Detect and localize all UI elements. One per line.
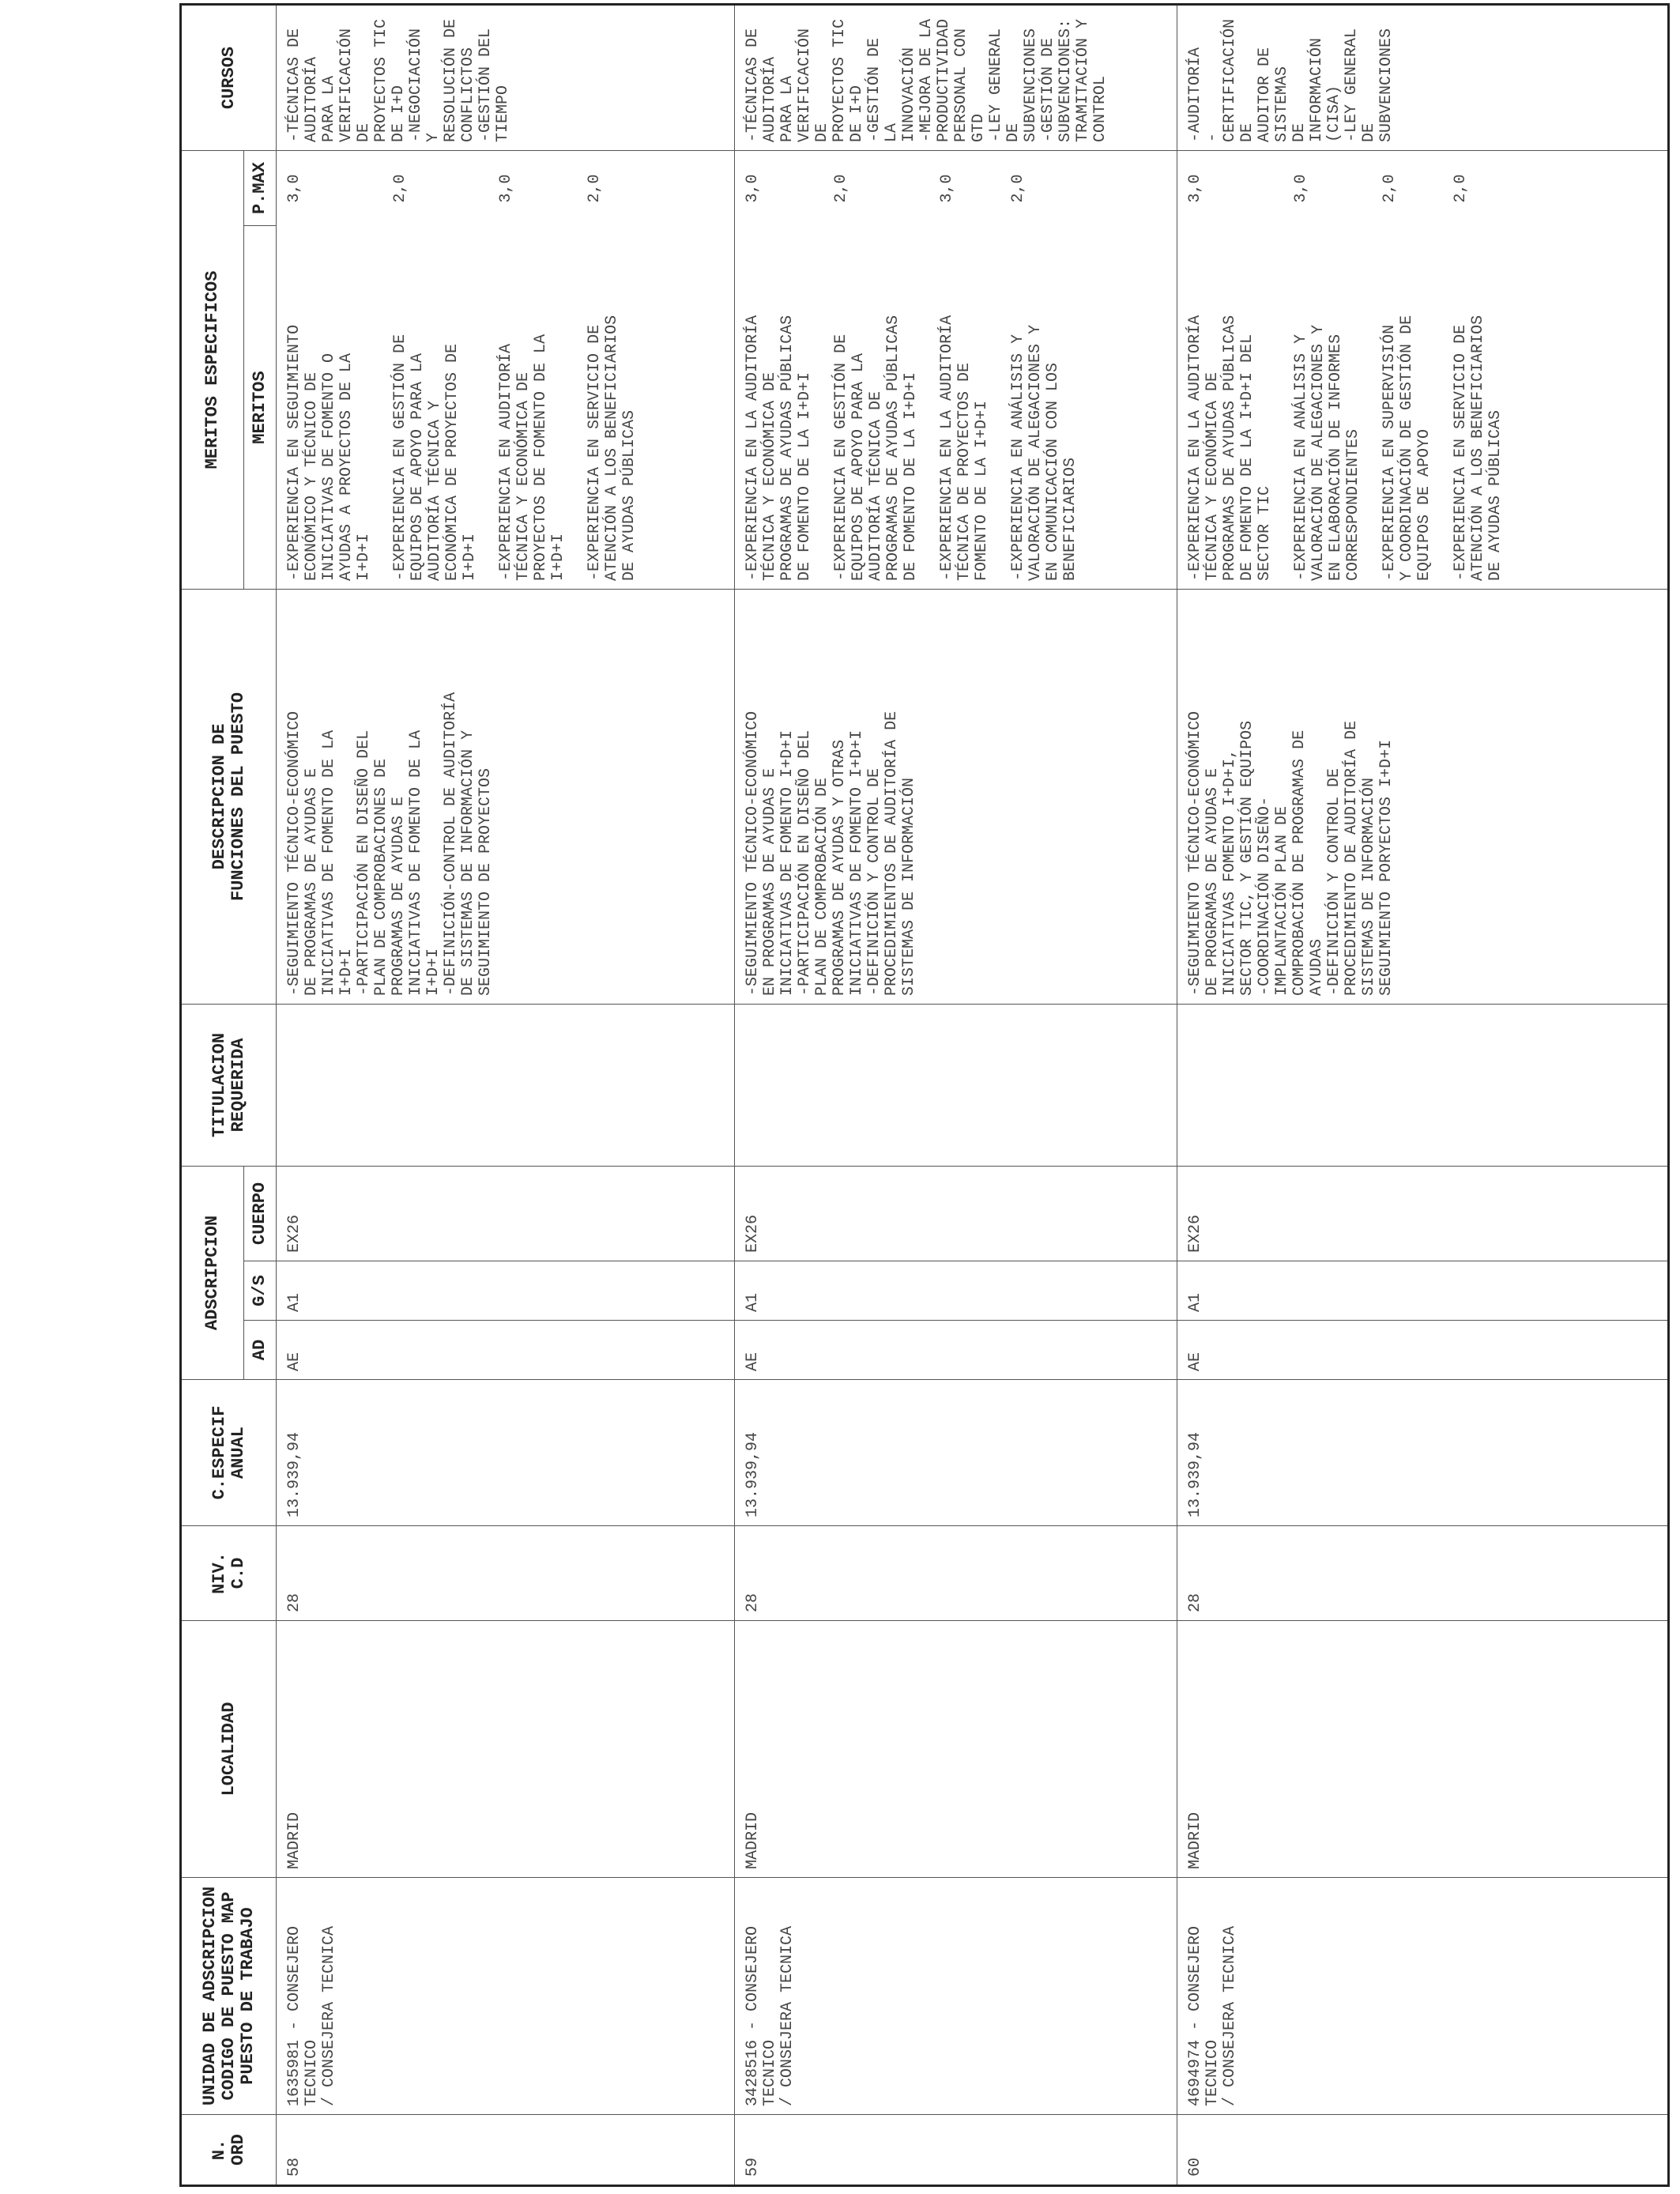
cell-n-ord: 60 <box>1177 2115 1669 2186</box>
header-unidad: UNIDAD DE ADSCRIPCION CODIGO DE PUESTO MAP PUESTO DE TRABAJO <box>181 1878 277 2115</box>
merito-text: -EXPERIENCIA EN GESTIÓN DE EQUIPOS DE APOYO PARA LA AUDITORÍA TÉCNICA Y ECONÓMICA DE PROYECTOS DE I+D+I <box>391 334 479 581</box>
cell-n-ord: 59 <box>735 2115 1177 2186</box>
merito-pmax: 2,0 <box>1452 174 1470 203</box>
header-meritos-subgrid <box>244 150 277 589</box>
cell-descripcion: -SEGUIMIENTO TÉCNICO-ECONÓMICO DE PROGRAMAS DE AYUDAS E INICIATIVAS DE FOMENTO DE LA I+D+I -PARTICIPACIÓN EN DISEÑO DEL PLAN DE COMPROBACIONES DE PROGRAMAS DE AYUDAS E INICIATIVAS DE FOMENTO DE LA I+D+I -DEFINICIÓN-CONTROL DE AUDITORÍA DE SISTEMAS DE INFORMACIÓN Y SEGUIMIENTO DE PROYECTOS <box>277 589 735 1004</box>
cell-descripcion: -SEGUIMIENTO TÉCNICO-ECONÓMICO DE PROGRAMAS DE AYUDAS E INICIATIVAS FOMENTO I+D+I, SECTOR TIC, Y GESTIÓN EQUIPOS -COORDINACIÓN DISEÑO- IMPLANTACIÓN PLAN DE COMPROBACIÓN DE PROGRAMAS DE AYUDAS -DEFINICIÓN Y CONTROL DE PROCEDIMIENTO DE AUDITORÍA DE SISTEMAS DE INFORMACIÓN SEGUIMIENTO PORYECTOS I+D+I <box>1177 589 1669 1004</box>
cell-localidad: MADRID <box>1177 1621 1669 1878</box>
cell-niv: 28 <box>735 1526 1177 1621</box>
cell-meritos <box>277 150 735 589</box>
table-row <box>1177 4 1669 2185</box>
merito-pmax: 3,0 <box>285 174 303 203</box>
cell-cuerpo: EX26 <box>735 1166 1177 1261</box>
merito-text: -EXPERIENCIA EN SERVICIO DE ATENCIÓN A LOS BENEFICIARIOS DE AYUDAS PÚBLICAS <box>586 315 638 581</box>
cell-gs: A1 <box>277 1261 735 1321</box>
merito-pmax: 3,0 <box>1186 174 1204 203</box>
cell-c-especif: 13.939,94 <box>1177 1380 1669 1526</box>
merito-pmax: 3,0 <box>497 174 515 203</box>
cell-c-especif: 13.939,94 <box>735 1380 1177 1526</box>
merito-pmax: 2,0 <box>832 174 850 203</box>
merito-text: -EXPERIENCIA EN ANÁLISIS Y VALORACIÓN DE ALEGACIONES Y EN ELABORACIÓN DE INFORMES CORRESPONDIENTES <box>1292 324 1362 581</box>
header-gs: G/S <box>244 1261 277 1321</box>
cell-unidad: 1635981 - CONSEJERO TECNICO / CONSEJERA TECNICA <box>277 1878 735 2115</box>
merito-text: -EXPERIENCIA EN SUPERVISIÓN Y COORDINACIÓN DE GESTIÓN DE EQUIPOS DE APOYO <box>1381 315 1433 581</box>
merito-pmax: 2,0 <box>391 174 409 203</box>
header-cursos: CURSOS <box>181 4 277 150</box>
cell-gs: A1 <box>735 1261 1177 1321</box>
merito-pmax: 3,0 <box>938 174 956 203</box>
cell-cursos: -AUDITORÍA -CERTIFICACIÓN DE AUDITOR DE SISTEMAS DE INFORMACIÓN (CISA) -LEY GENERAL DE SUBVENCIONES <box>1177 4 1669 150</box>
cell-cuerpo: EX26 <box>1177 1166 1669 1261</box>
cell-ad: AE <box>1177 1321 1669 1380</box>
table-row <box>735 4 1177 2185</box>
job-positions-table <box>179 3 1670 2187</box>
header-ad: AD <box>244 1321 277 1380</box>
cell-meritos <box>735 150 1177 589</box>
header-meritos-especificos: MERITOS ESPECIFICOS <box>181 150 244 589</box>
merito-pmax: 2,0 <box>1009 174 1027 203</box>
cell-cuerpo: EX26 <box>277 1166 735 1261</box>
cell-localidad: MADRID <box>735 1621 1177 1878</box>
merito-text: -EXPERIENCIA EN LA AUDITORÍA TÉCNICA Y ECONÓMICA DE PROGRAMAS DE AYUDAS PÚBLICAS DE FOMENTO DE LA I+D+I <box>744 315 814 581</box>
cell-cursos: -TÉCNICAS DE AUDITORÍA PARA LA VERIFICACIÓN DE PROYECTOS TIC DE I+D -NEGOCIACIÓN Y RESOLUCIÓN DE CONFLICTOS -GESTIÓN DEL TIEMPO <box>277 4 735 150</box>
header-p-max: P.MAX <box>244 151 276 226</box>
merito-pmax: 3,0 <box>1292 174 1310 203</box>
cell-niv: 28 <box>277 1526 735 1621</box>
merito-text: -EXPERIENCIA EN LA AUDITORÍA TÉCNICA DE PROYECTOS DE FOMENTO DE LA I+D+I <box>938 315 991 581</box>
merito-text: -EXPERIENCIA EN SERVICIO DE ATENCIÓN A LOS BENEFICIARIOS DE AYUDAS PÚBLICAS <box>1452 315 1505 581</box>
cell-ad: AE <box>277 1321 735 1380</box>
cell-descripcion: -SEGUIMIENTO TÉCNICO-ECONÓMICO EN PROGRAMAS DE AYUDAS E INICIATIVAS DE FOMENTO I+D+I -PARTICIPACIÓN EN DISEÑO DEL PLAN DE COMPROBACIÓN DE PROGRAMAS DE AYUDAS Y OTRAS INICIATIVAS DE FOMENTO I+D+I -DEFINICIÓN Y CONTROL DE PROCEDIMIENTOS DE AUDITORÍA DE SISTEMAS DE INFORMACIÓN <box>735 589 1177 1004</box>
header-cuerpo: CUERPO <box>244 1166 277 1261</box>
table-row <box>277 4 735 2185</box>
cell-n-ord: 58 <box>277 2115 735 2186</box>
cell-cursos: -TÉCNICAS DE AUDITORÍA PARA LA VERIFICACIÓN DE PROYECTOS TIC DE I+D -GESTIÓN DE LA INNOVACIÓN -MEJORA DE LA PRODUCTIVIDAD PERSONAL CON GTD -LEY GENERAL DE SUBVENCIONES -GESTIÓN DE SUBVENCIONES: TRAMITACIÓN Y CONTROL <box>735 4 1177 150</box>
header-n-ord: N. ORD <box>181 2115 277 2186</box>
cell-titulacion <box>1177 1004 1669 1166</box>
cell-titulacion <box>277 1004 735 1166</box>
header-meritos: MERITOS <box>250 371 269 444</box>
header-descripcion: DESCRIPCION DE FUNCIONES DEL PUESTO <box>181 589 277 1004</box>
header-c-especif: C.ESPECIF ANUAL <box>181 1380 277 1526</box>
merito-pmax: 3,0 <box>744 174 762 203</box>
merito-pmax: 2,0 <box>586 174 604 203</box>
cell-meritos <box>1177 150 1669 589</box>
header-titulacion: TITULACION REQUERIDA <box>181 1004 277 1166</box>
merito-text: -EXPERIENCIA EN ANÁLISIS Y VALORACIÓN DE ALEGACIONES Y EN COMUNICACIÓN CON LOS BENEFICIARIOS <box>1009 324 1079 581</box>
cell-unidad: 3428516 - CONSEJERO TECNICO / CONSEJERA TECNICA <box>735 1878 1177 2115</box>
cell-unidad: 4694974 - CONSEJERO TECNICO / CONSEJERA TECNICA <box>1177 1878 1669 2115</box>
merito-text: -EXPERIENCIA EN GESTIÓN DE EQUIPOS DE APOYO PARA LA AUDITORÍA TÉCNICA DE PROGRAMAS DE AYUDAS PÚBLICAS DE FOMENTO DE LA I+D+I <box>832 315 920 581</box>
merito-text: -EXPERIENCIA EN LA AUDITORÍA TÉCNICA Y ECONÓMICA DE PROGRAMAS DE AYUDAS PÚBLICAS DE FOMENTO DE LA I+D+I DEL SECTOR TIC <box>1186 315 1274 581</box>
cell-gs: A1 <box>1177 1261 1669 1321</box>
cell-localidad: MADRID <box>277 1621 735 1878</box>
cell-titulacion <box>735 1004 1177 1166</box>
merito-text: -EXPERIENCIA EN AUDITORÍA TÉCNICA Y ECONÓMICA DE PROYECTOS DE FOMENTO DE LA I+D+I <box>497 334 567 581</box>
header-niv: NIV. C.D <box>181 1526 277 1621</box>
cell-c-especif: 13.939,94 <box>277 1380 735 1526</box>
cell-niv: 28 <box>1177 1526 1669 1621</box>
cell-ad: AE <box>735 1321 1177 1380</box>
rotated-document-page <box>179 6 1670 2187</box>
merito-text: -EXPERIENCIA EN SEGUIMIENTO ECONÓMICO Y TÉCNICO DE INICIATIVAS DE FOMENTO O AYUDAS A PROYECTOS DE LA I+D+I <box>285 324 373 581</box>
header-localidad: LOCALIDAD <box>181 1621 277 1878</box>
header-adscripcion: ADSCRIPCION <box>181 1166 244 1379</box>
merito-pmax: 2,0 <box>1381 174 1399 203</box>
